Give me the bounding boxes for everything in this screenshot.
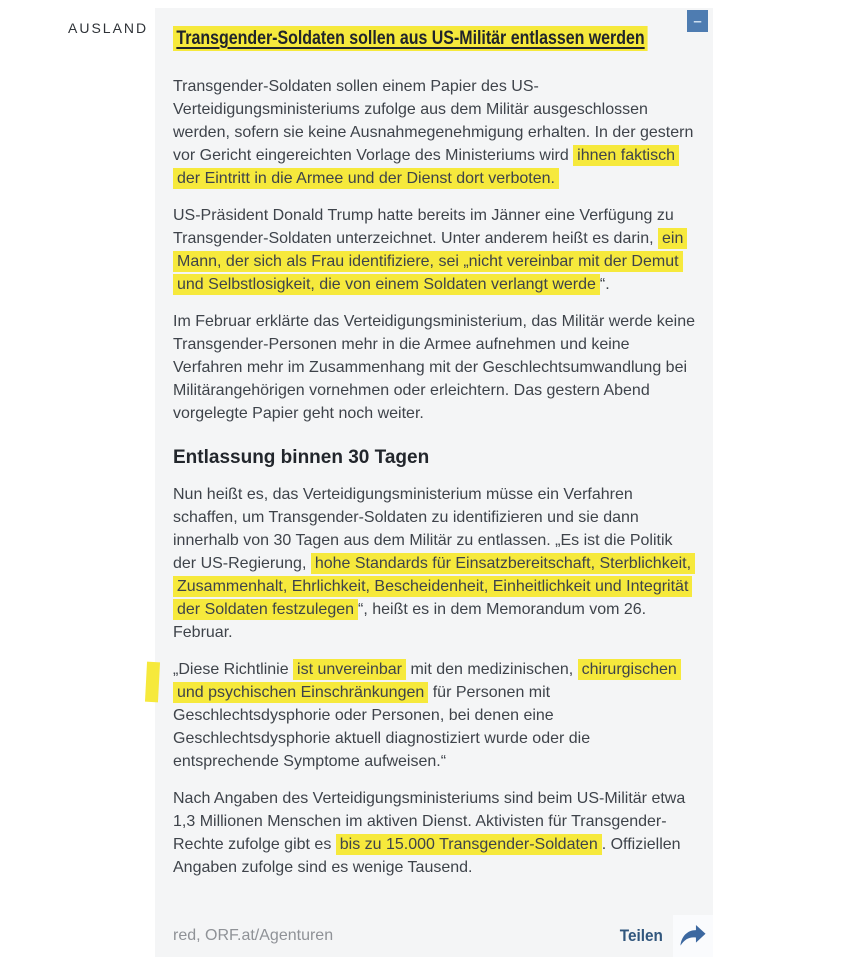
text-run: US-Präsident Donald Trump hatte bereits im Jänner eine Verfügung zu Transgender-Soldaten unterzeichnet. Unter anderem heißt es darin, — [173, 206, 674, 247]
text-run: . Offiziellen Angaben zufolge sind es wenige Tausend. — [173, 835, 681, 876]
article-paragraph — [173, 204, 695, 296]
article-paragraph — [173, 483, 695, 644]
article-paragraph — [173, 310, 695, 425]
article-footer — [173, 915, 713, 957]
article-subheading: Entlassung binnen 30 Tagen — [173, 446, 430, 468]
text-run: für Personen mit Geschlechtsdysphorie oder Personen, bei denen eine Geschlechtsdysphorie aktuell diagnostiziert wurde oder die entsprechende Symptome aufweisen.“ — [173, 683, 591, 770]
highlighter-margin-mark — [145, 661, 160, 702]
article-title-text: Transgender-Soldaten sollen aus US-Militär entlassen werden — [173, 26, 648, 51]
article-body — [173, 75, 695, 879]
share-button[interactable] — [673, 915, 713, 957]
minus-icon: – — [693, 12, 702, 30]
article-paragraph — [173, 787, 695, 879]
article-title-wrap — [173, 26, 648, 53]
text-run: “, heißt es in dem Memorandum vom 26. Februar. — [173, 600, 647, 641]
highlighted-text: ist unvereinbar — [293, 659, 406, 680]
article-title[interactable] — [173, 26, 695, 53]
highlighted-text: ein Mann, der sich als Frau identifiziere, sei „nicht vereinbar mit der Demut und Selbstlosigkeit, die von einem Soldaten verlangt werde — [173, 228, 687, 295]
byline: red, ORF.at/Agenturen — [173, 927, 334, 944]
article-paragraph — [173, 75, 695, 190]
article-card — [155, 8, 713, 957]
share-label[interactable]: Teilen — [619, 926, 663, 945]
text-run: Nach Angaben des Verteidigungsministeriums sind beim US-Militär etwa 1,3 Millionen Menschen im aktiven Dienst. Aktivisten für Transgender-Rechte zufolge gibt es — [173, 789, 686, 853]
article-paragraph — [173, 658, 695, 773]
text-run: Im Februar erklärte das Verteidigungsministerium, das Militär werde keine Transgender-Personen mehr in die Armee aufnehmen und keine Verfahren mehr im Zusammenhang mit der Geschlechtsumwandlung bei Militärangehörigen vornehmen oder erleichtern. Das gestern Abend vorgelegte Papier geht noch weiter. — [173, 312, 695, 422]
collapse-button[interactable] — [687, 10, 708, 32]
text-run: “. — [599, 275, 610, 293]
category-label: AUSLAND — [68, 20, 149, 36]
highlighted-text: ihnen faktisch der Eintritt in die Armee und der Dienst dort verboten. — [173, 145, 679, 189]
highlighted-text: hohe Standards für Einsatzbereitschaft, Sterblichkeit, Zusammenhalt, Ehrlichkeit, Bescheidenheit, Einheitlichkeit und Integrität der Soldaten festzulegen — [173, 553, 695, 620]
highlighted-text: chirurgischen und psychischen Einschränkungen — [173, 659, 681, 703]
highlighted-text: bis zu 15.000 Transgender-Soldaten — [336, 834, 602, 855]
text-run: mit den medizinischen, — [406, 660, 578, 678]
text-run: „Diese Richtlinie — [173, 660, 294, 678]
text-run: Transgender-Soldaten sollen einem Papier des US-Verteidigungsministeriums zufolge aus dem Militär ausgeschlossen werden, sofern sie keine Ausnahmegenehmigung erhalten. In der gestern vor Gericht eingereichten Vorlage des Ministeriums wird — [173, 77, 694, 164]
share-arrow-icon — [679, 923, 707, 949]
text-run: Nun heißt es, das Verteidigungsministerium müsse ein Verfahren schaffen, um Transgender-Soldaten zu identifizieren und sie dann innerhalb von 30 Tagen aus dem Militär zu entlassen. „Es ist die Politik der US-Regierung, — [173, 485, 673, 572]
